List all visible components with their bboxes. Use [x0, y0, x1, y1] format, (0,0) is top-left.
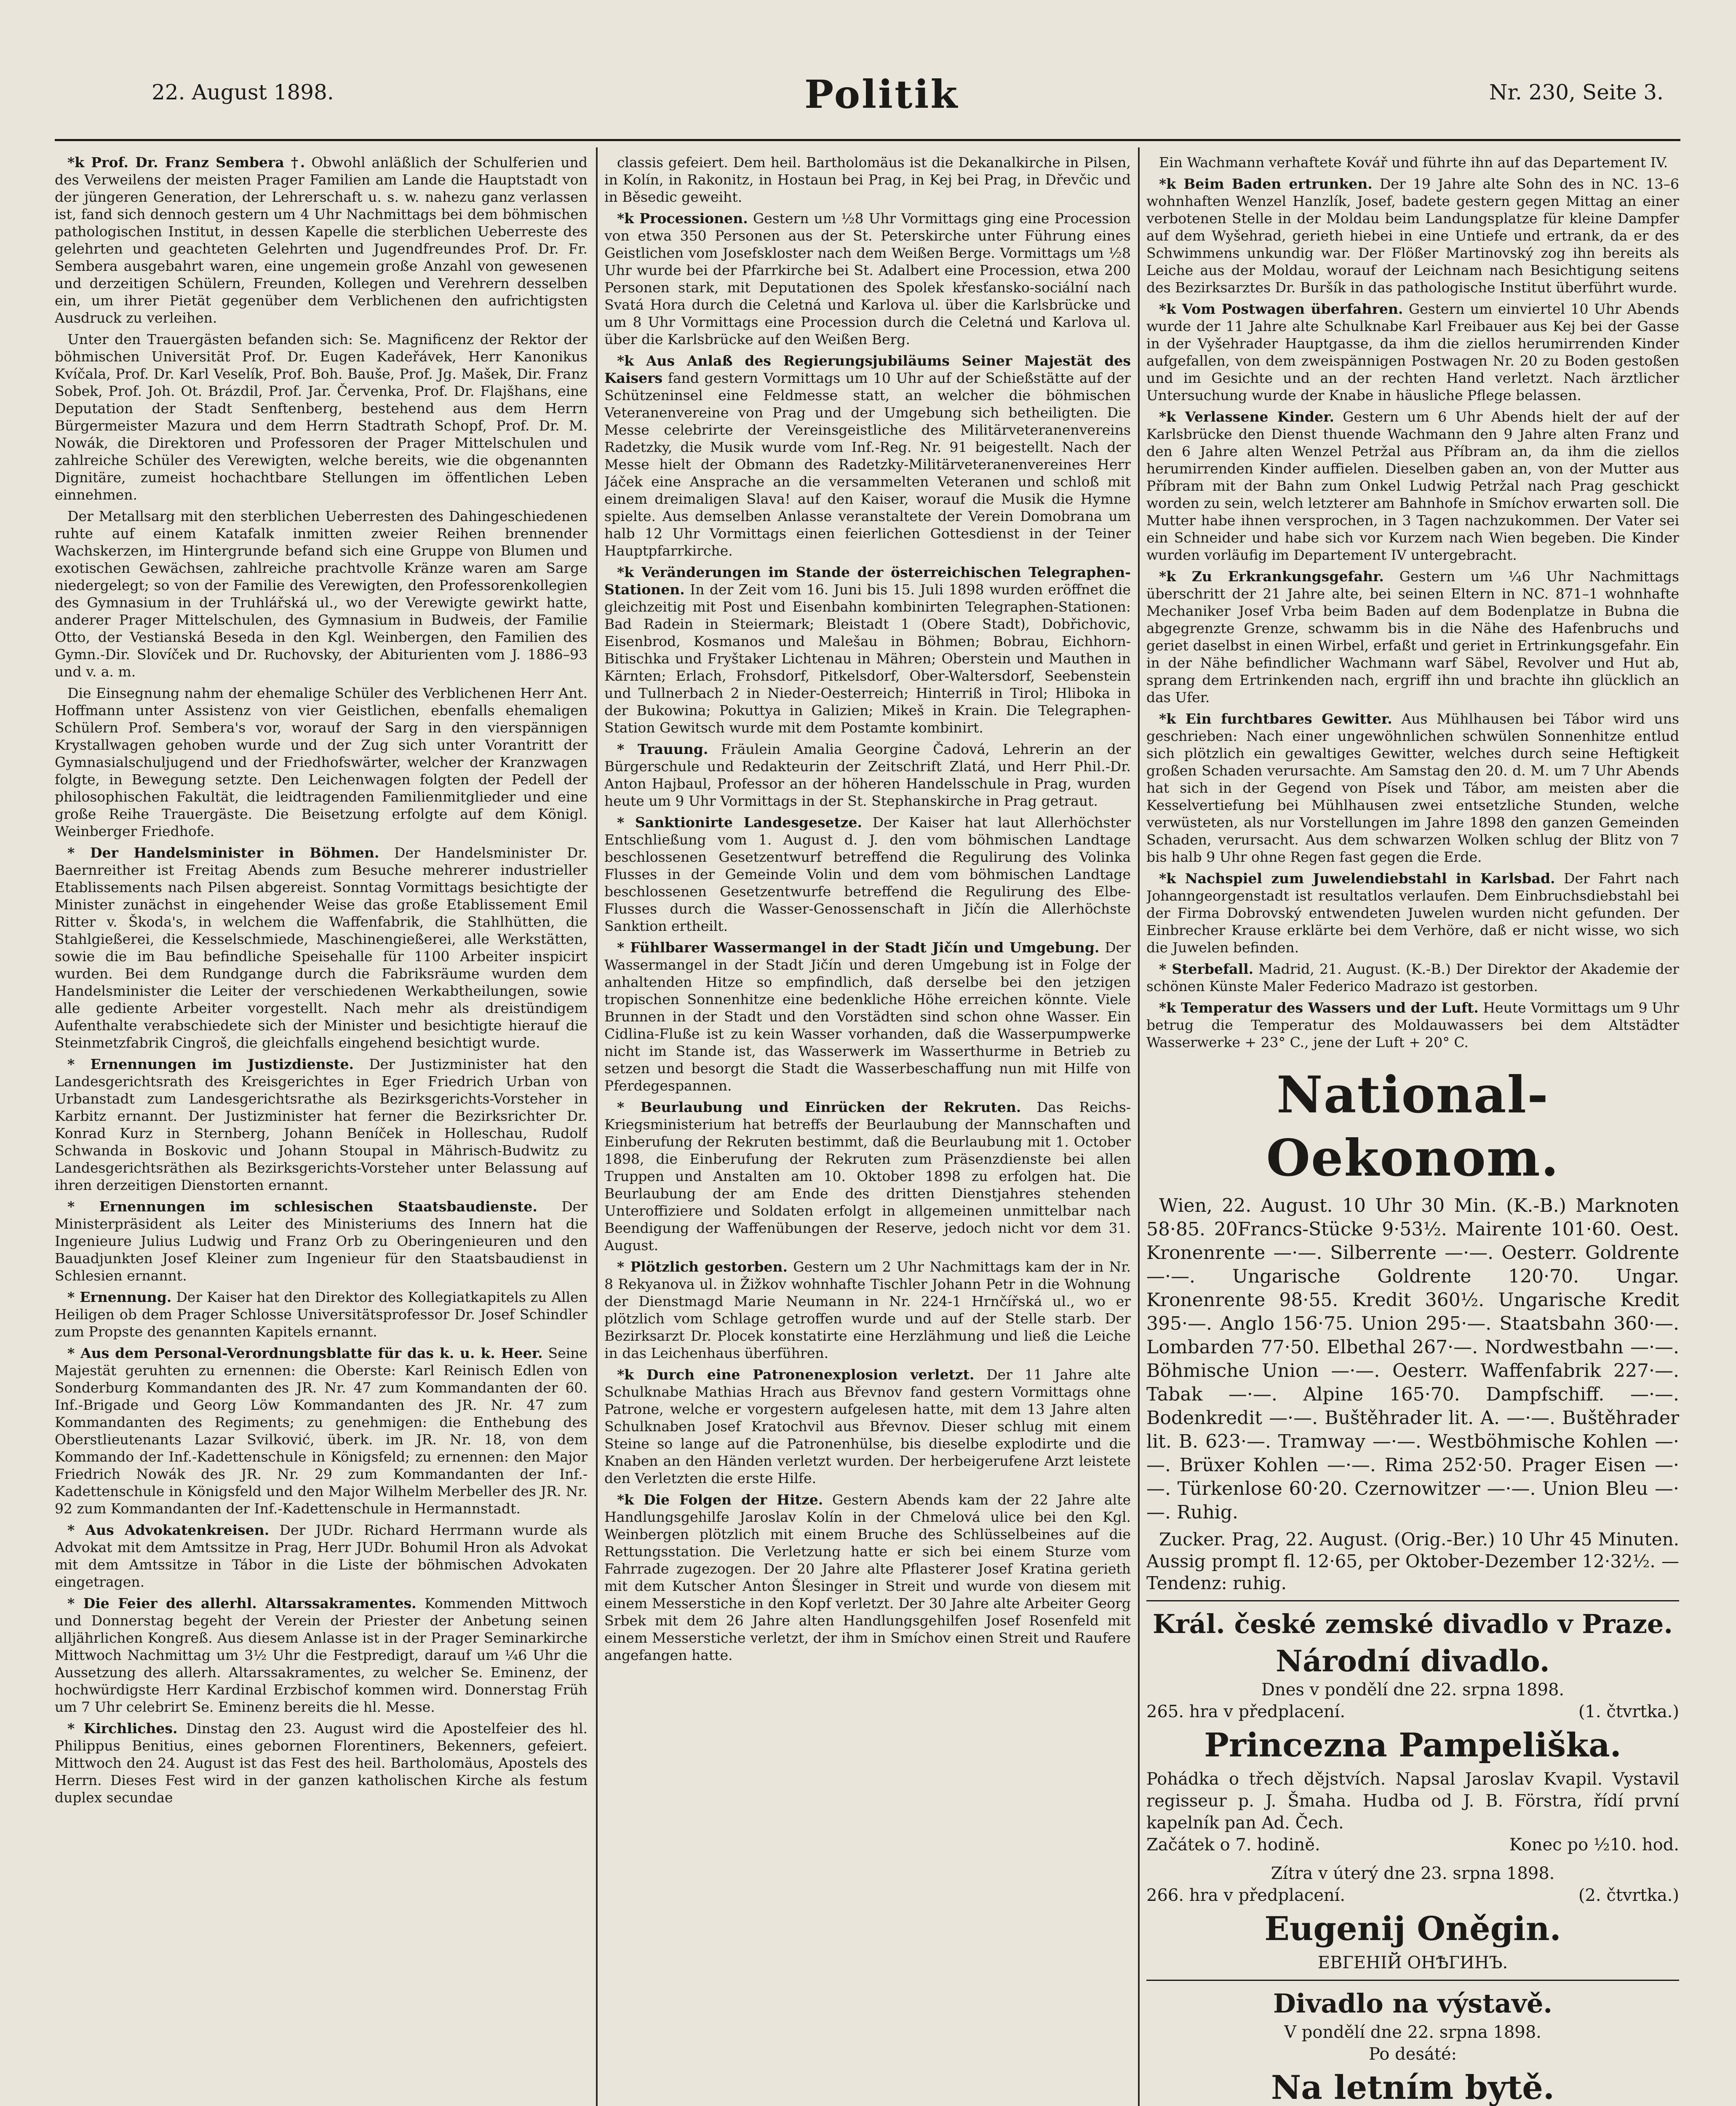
article-heading: *k Zu Erkrankungsgefahr.	[1159, 568, 1384, 585]
article-text: Der Ministerpräsident als Leiter des Ministeriums des Innern hat die Ingenieure Julius Ludwig und Franz Orb zu Oberingenieuren und den Bauadjunkten Josef Kleiner zum Ingenieur für den Staatsbaudienst in Schlesien ernannt.	[55, 1198, 588, 1284]
article-heading: *k Ein furchtbares Gewitter.	[1159, 711, 1392, 727]
article-paragraph	[604, 740, 1131, 810]
theatre-row	[1146, 1701, 1679, 1723]
article-text: In der Zeit vom 16. Juni bis 15. Juli 1898 wurden eröffnet die gleichzeitig mit Post und Eisenbahn kombinirten Telegraphen-Stationen: Bad Radein in Steiermark; Bleistadt 1 (Obere Stadt), Dobřichovic, Eisenbrod, Kosmanos und Malešau in Böhmen; Bobrau, Eichhorn-Bitischka und Fryštaker Lichtenau in Mähren; Oberstein und Mauthen in Kärnten; Erlach, Frohsdorf, Pitkelsdorf, Ober-Waltersdorf, Seebenstein und Tullnerbach 2 in Nieder-Oesterreich; Hinterriß in Tirol; Hliboka in der Bukowina; Pokuttya in Galizien; Mikeš in Krain. Die Telegraphen-Station Gewitsch wurde mit dem Postamte kombinirt.	[604, 581, 1131, 736]
article-heading: *k Veränderungen im Stande der österreichischen Telegraphen-Stationen.	[604, 564, 1131, 598]
article-paragraph	[604, 1491, 1131, 1664]
play-title: Na letním bytě.	[1271, 2069, 1554, 2106]
article-text: Die Einsegnung nahm der ehemalige Schüler des Verblichenen Herr Ant. Hoffmann unter Assistenz von vier Geistlichen, ebenfalls ehemaligen Schülern Prof. Sembera's vor, worauf der Sarg in den vierspännigen Krystallwagen gehoben wurde und der Zug sich unter Vorantritt der Gymnasialschuljugend und der Friedhofswärter, welcher der Kranzwagen folgte, in Bewegung setzte. Den Leichenwagen folgten der Pedell der philosophischen Fakultät, die leidtragenden Familienmitglieder und eine große Reihe Trauergäste. Die Beisetzung erfolgte auf dem Königl. Weinberger Friedhofe.	[55, 685, 588, 839]
play-title: Princezna Pampeliška.	[1204, 1726, 1621, 1764]
play-title: Eugenij Oněgin.	[1264, 1910, 1561, 1948]
article-paragraph	[55, 1344, 588, 1517]
market-report: Wien, 22. August. 10 Uhr 30 Min. (K.-B.) Marknoten 58·85. 20Francs-Stücke 9·53½. Mairente 101·60. Oest. Kronenrente —·—. Silberrente —·—. Oesterr. Goldrente —·—. Ungarische Goldrente 120·70. Ungar. Kronenrente 98·55. Kredit 360½. Ungarische Kredit 395·—. Anglo 156·75. Union 295·—. Staatsbahn 360·—. Lombarden 77·50. Elbethal 267·—. Nordwestbahn —·—. Böhmische Union —·—. Oesterr. Waffenfabrik 227·—. Tabak —·—. Alpine 165·70. Dampfschiff. —·—. Bodenkredit —·—. Buštěhrader lit. A. —·—. Buštěhrader lit. B. 623·—. Tramway —·—. Westböhmische Kohlen —·—. Brüxer Kohlen —·—. Rima 252·50. Prager Eisen —·—. Türkenlose 60·20. Czernowitzer —·—. Union Bleu —·—. Ruhig.	[1146, 1195, 1679, 1523]
sugar-report: Zucker. Prag, 22. August. (Orig.-Ber.) 10 Uhr 45 Minuten. Aussig prompt fl. 12·65, per Oktober-Dezember 12·32½. — Tendenz: ruhig.	[1146, 1529, 1679, 1593]
newspaper-title: Politik	[804, 72, 959, 117]
article-paragraph	[55, 154, 588, 326]
article-paragraph	[604, 1366, 1131, 1487]
separator	[1146, 1980, 1679, 1981]
article-paragraph	[1146, 154, 1679, 171]
article-text: fand gestern Vormittags um 10 Uhr auf der Schießstätte auf der Schützeninsel eine Feldmesse statt, an welcher die böhmischen Veteranenvereine von Prag und der Umgebung sich betheiligten. Die Messe celebrirte der Vereinsgeistliche des Militärveteranenvereins Radetzky, die Musik wurde vom Inf.-Reg. Nr. 91 beigestellt. Nach der Messe hielt der Obmann des Radetzky-Militärveteranenvereines Herr Jáček eine Ansprache an die versammelten Veteranen und schloß mit einem dreimaligen Slava! auf den Kaiser, worauf die Musik die Hymne spielte. Aus demselben Anlasse veranstaltete der Verein Domobrana um halb 12 Uhr Vormittags einen feierlichen Gottesdienst in der Teiner Hauptpfarrkirche.	[604, 370, 1131, 559]
article-text: Madrid, 21. August. (K.-B.) Der Direktor der Akademie der schönen Künste Maler Federico Madrazo ist gestorben.	[1146, 961, 1679, 994]
article-paragraph	[1146, 710, 1679, 866]
article-heading: *k Processionen.	[617, 210, 748, 227]
article-text: Der Kaiser hat den Direktor des Kollegiatkapitels zu Allen Heiligen ob dem Prager Schlosse Universitätsprofessor Dr. Josef Schindler zum Propste des genannten Kapitels ernannt.	[55, 1289, 588, 1340]
row-right: (1. čtvrtka.)	[1578, 1702, 1679, 1721]
article-paragraph	[604, 210, 1131, 348]
issue-number-page: Nr. 230, Seite 3.	[1489, 80, 1664, 104]
article-text: Aus Mühlhausen bei Tábor wird uns geschrieben: Nach einer ungewöhnlichen schwülen Sonnenhitze entlud sich plötzlich ein gewaltiges Gewitter, welches durch seine Heftigkeit großen Schaden verursachte. Am Samstag den 20. d. M. um 7 Uhr Abends hat sich in der Gegend von Písek und Tábor, am meisten aber die Kesselvertiefung bei Mühlhausen zwei entsetzliche Stunden, welche verwüsteten, als nur Vorstellungen im Jahre 1898 den ganzen Gemeinden Schaden, verursacht. Aus dem schwarzen Wolken schlug der Blitz von 7 bis halb 9 Uhr ohne Regen fast gegen die Erde.	[1146, 711, 1679, 865]
article-paragraph	[55, 1056, 588, 1194]
article-paragraph	[1146, 960, 1679, 995]
article-heading: * Sanktionirte Landesgesetze.	[617, 814, 863, 831]
article-paragraph	[604, 1258, 1131, 1362]
article-text: classis gefeiert. Dem heil. Bartholomäus ist die Dekanalkirche in Pilsen, in Kolín, in Rakonitz, in Hostaun bei Prag, in Kej bei Prag, in Dřevčic und in Běsedic geweiht.	[604, 154, 1131, 205]
article-paragraph	[1146, 999, 1679, 1051]
article-paragraph	[55, 1288, 588, 1340]
article-heading: *k Die Folgen der Hitze.	[617, 1491, 823, 1508]
article-text: Der Wassermangel in der Stadt Jičín und deren Umgebung ist in Folge der anhaltenden Hitze so empfindlich, daß derselbe bei den jetzigen tropischen Sonnenhitze eine bedenkliche Höhe erreichen könnte. Viele Brunnen in der Stadt und den Vorstädten sind schon ohne Wasser. Ein Cidlina-Fluße ist zu kein Wasser vorhanden, daß die Wasserpumpwerke nicht im Stande ist, das Wasserwerk im Wasserthurme in Betrieb zu setzen und besorgt die Stadt die Wasserbeschaffung nun mit Hilfe von Pferdegespannen.	[604, 939, 1131, 1094]
separator	[1146, 1600, 1679, 1601]
issue-date: 22. August 1898.	[152, 80, 334, 104]
article-heading: * Plötzlich gestorben.	[617, 1259, 788, 1275]
article-heading: *k Aus Anlaß des Regierungsjubiläums Seiner Majestät des Kaisers	[604, 353, 1131, 386]
article-text: Der 19 Jahre alte Sohn des in NC. 13–6 wohnhaften Wenzel Hanzlík, Josef, badete gestern gegen Mittag an einer verbotenen Stelle in der Moldau beim Landungsplatze für kleine Dampfer auf dem Wyšehrad, gerieth hiebei in eine Untiefe und ertrank, da er des Schwimmens unkundig war. Der Flößer Martinovský zog ihn bereits als Leiche aus der Moldau, worauf der Leichnam nach Besichtigung seitens des Bezirksarztes Dr. Buršík in das pathologische Institut überführt wurde.	[1146, 176, 1679, 296]
economy-section-title: National-Oekonom.	[1266, 1065, 1560, 1188]
theatre-date: Zítra v úterý dne 23. srpna 1898.	[1271, 1864, 1555, 1883]
theatre-heading: Král. české zemské divadlo v Praze.	[1153, 1609, 1673, 1639]
article-heading: *k Temperatur des Wassers und der Luft.	[1159, 1000, 1479, 1016]
theatre-listings	[1146, 1607, 1679, 2106]
article-heading: *k Verlassene Kinder.	[1159, 409, 1334, 425]
article-paragraph	[604, 564, 1131, 736]
row-right: Konec po ½10. hod.	[1509, 1835, 1679, 1855]
article-heading: * Trauung.	[617, 741, 708, 757]
article-text: Gestern um 6 Uhr Abends hielt der auf der Karlsbrücke den Dienst thuende Wachmann den 9 Jahre alten Franz und den 6 Jahre alten Wenzel Petržal aus Příbram an, da ihm die ziellos herumirrenden Kinder auffielen. Dieselben gaben an, von der Mutter aus Příbram mit der Bahn zum Onkel Ludwig Petržal nach Prag geschickt worden zu sein, welch letzterer am Bahnhofe in Smíchov erwarten soll. Die Mutter habe ihnen versprochen, in 3 Tagen nachzukommen. Der Vater sei ein Schneider und habe sich vor Kurzem nach Wien begeben. Die Kinder wurden vorläufig im Departement IV untergebracht.	[1146, 409, 1679, 563]
article-heading: * Der Handelsminister in Böhmen.	[67, 845, 379, 861]
article-text: Seine Majestät geruhten zu ernennen: die Oberste: Karl Reinisch Edlen von Sonderburg Kommandanten des JR. Nr. 47 zum Kommandanten der 60. Inf.-Brigade und Georg Löw Kommandanten des JR. Nr. 47 zum Kommandanten des Regiments; zu genehmigen: die Enthebung des Oberstlieutenants Lazar Svilković, überk. im JR. Nr. 18, von dem Kommando der Inf.-Kadettenschule in Königsfeld; zu ernennen: den Major Friedrich Nowák des JR. Nr. 29 zum Kommandanten der Inf.-Kadettenschule in Königsfeld und den Major Wilhelm Merbeller des JR. Nr. 92 zum Kommandanten der Inf.-Kadettenschule in Hermannstadt.	[55, 1345, 588, 1517]
article-paragraph	[604, 939, 1131, 1094]
article-heading: * Die Feier des allerhl. Altarssakramentes.	[67, 1595, 417, 1612]
article-text: Der Fahrt nach Johanngeorgenstadt ist resultatlos verlaufen. Dem Einbruchsdiebstahl bei der Firma Dobrovský entwendeten Juwelen wurden nicht gefunden. Der Einbrecher Krause erklärte bei dem Verhöre, daß er nicht wisse, wo sich die Juwelen befinden.	[1146, 870, 1679, 956]
theatre-heading: Divadlo na výstavě.	[1273, 1988, 1553, 2019]
column-1	[55, 154, 588, 2106]
article-paragraph	[1146, 300, 1679, 404]
article-heading: *k Prof. Dr. Franz Sembera †.	[67, 154, 305, 171]
article-heading: *k Vom Postwagen überfahren.	[1159, 301, 1403, 317]
newspaper-page	[55, 63, 1680, 2106]
article-text: Dinstag den 23. August wird die Apostelfeier des hl. Philippus Benitius, eines gebornen Florentiners, Bekenners, gefeiert. Mittwoch den 24. August ist das Fest des heil. Bartholomäus, Apostels des Herrn. Dieses Fest wird in der ganzen katholischen Kirche als festum duplex secundae	[55, 1720, 588, 1806]
masthead	[55, 63, 1680, 135]
article-heading: * Aus dem Personal-Verordnungsblatte für das k. u. k. Heer.	[67, 1345, 543, 1361]
theatre-date: V pondělí dne 22. srpna 1898.	[1284, 2023, 1541, 2042]
article-paragraph	[1146, 568, 1679, 706]
article-text: Unter den Trauergästen befanden sich: Se. Magnificenz der Rektor der böhmischen Universität Prof. Dr. Eugen Kadeřávek, Herr Kanonikus Kvíčala, Prof. Dr. Karl Veselík, Prof. Boh. Bauše, Prof. Jg. Mašek, Dir. Franz Sobek, Prof. Joh. Ot. Brázdil, Prof. Jar. Červenka, Prof. Dr. Flajšhans, eine Deputation der Stadt Senftenberg, bestehend aus dem Herrn Bürgermeister Mazura und dem Herrn Stadtrath Schopf, Prof. Dr. M. Nowák, die Direktoren und Professoren der Prager Mittelschulen und zahlreiche Schüler des Verewigten, welche bereits, wie die obgenannten Dignitäre, zumeist hochachtbare Stellungen im öffentlichen Leben einnehmen.	[55, 331, 588, 503]
article-text: Heute Vormittags um 9 Uhr betrug die Temperatur des Moldauwassers bei dem Altstädter Wasserwerke + 23° C., jene der Luft + 20° C.	[1146, 1000, 1679, 1050]
row-right: (2. čtvrtka.)	[1578, 1886, 1679, 1905]
column-3-articles	[1146, 154, 1679, 1051]
row-left: Začátek o 7. hodině.	[1146, 1835, 1320, 1855]
article-paragraph	[55, 1720, 588, 1806]
theatre-row	[1146, 1834, 1679, 1856]
article-paragraph	[1146, 408, 1679, 564]
column-3	[1146, 154, 1679, 2106]
column-2	[604, 154, 1131, 2106]
article-heading: *k Nachspiel zum Juwelendiebstahl in Karlsbad.	[1159, 870, 1555, 887]
article-paragraph	[55, 844, 588, 1051]
article-paragraph	[604, 352, 1131, 559]
article-heading: * Beurlaubung und Einrücken der Rekruten.	[617, 1099, 1021, 1115]
article-heading: *k Beim Baden ertrunken.	[1159, 176, 1373, 192]
article-text: Gestern um ¼6 Uhr Nachmittags überschritt der 21 Jahre alte, bei seinen Eltern in NC. 871–1 wohnhafte Mechaniker Josef Vrba beim Baden auf dem Bodenplatze in Bubna die abgegrenzte Grenze, schwamm bis in die Nähe des Hafenbruchs und geriet daselbst in einen Wirbel, erfaßt und geriet in Ertrinkungsgefahr. Ein in der Nähe befindlicher Wachmann warf Säbel, Revolver und Hut ab, sprang dem Ertrinkenden nach, ergriff ihn und brachte ihn glücklich an das Ufer.	[1146, 568, 1679, 706]
article-paragraph	[1146, 175, 1679, 296]
article-text: Obwohl anläßlich der Schulferien und des Verweilens der meisten Prager Familien am Lande die Hauptstadt von der jüngeren Generation, der Lehrerschaft u. s. w. nahezu ganz verlassen ist, fand sich dennoch gestern um 4 Uhr Nachmittags bei dem böhmischen pathologischen Institut, in dessen Kapelle die sterblichen Ueberreste des gelehrten und geachteten Gelehrten und Jugendfreundes Prof. Dr. Fr. Sembera ausgebahrt waren, eine ungemein große Anzahl von gewesenen und derzeitigen Schülern, Freunden, Kollegen und Verehrern desselben ein, um ihrer Pietät gegenüber dem Verblichenen den aufrichtigsten Ausdruck zu verleihen.	[55, 154, 588, 326]
article-heading: * Ernennungen im Justizdienste.	[67, 1056, 354, 1072]
article-text: Der Kaiser hat laut Allerhöchster Entschließung vom 1. August d. J. den vom böhmischen Landtage beschlossenen Gesetzentwurf betreffend die Regulirung des Volinka Flusses in der Gemeinde Volin und dem vom böhmischen Landtage beschlossenen Gesetzentwurfe betreffend die Regulirung des Elbe-Flusses durch die Wasser-Genossenschaft in Jičín die Allerhöchste Sanktion ertheilt.	[604, 814, 1131, 934]
article-paragraph	[604, 814, 1131, 935]
row-left: 265. hra v předplacení.	[1146, 1702, 1346, 1721]
article-text: Gestern um ½8 Uhr Vormittags ging eine Procession von etwa 350 Personen aus der St. Peterskirche unter Führung eines Geistlichen vom Josefskloster nach dem Weißen Berge. Vormittags um ½8 Uhr wurde bei der Pfarrkirche bei St. Adalbert eine Procession, etwa 200 Personen stark, mit Deputationen des Spolek křesťansko-sociální nach Svatá Hora durch die Celetná und Karlova ul. über die Karlsbrücke und um 8 Uhr Vormittags eine Procession durch die Celetná und Karlova ul. über die Karlsbrücke auf den Weißen Berg.	[604, 210, 1131, 347]
article-text: Das Reichs-Kriegsministerium hat betreffs der Beurlaubung der Mannschaften und Einberufung der Rekruten bestimmt, daß die Beurlaubung mit 1. October 1898, die Einberufung der Rekruten zum Präsenzdienste bei allen Truppen und Anstalten am 10. Oktober 1898 zu erfolgen hat. Die Beurlaubung der am Ende des dritten Dienstjahres stehenden Unteroffiziere und Soldaten erfolgt in allgemeinen unmittelbar nach Beendigung der Waffenübungen der Reserve, jedoch nicht vor dem 31. August.	[604, 1099, 1131, 1253]
article-heading: * Ernennung.	[67, 1289, 172, 1305]
article-text: Gestern um einviertel 10 Uhr Abends wurde der 11 Jahre alte Schulknabe Karl Freibauer aus Kej bei der Gasse in der Vyšehrader Hauptgasse, da ihm die ziellos herumirrenden Kinder aufgefallen, von dem zweispännigen Postwagen Nr. 20 zu Boden gestoßen und im Gesichte und an der rechten Hand verletzt. Nach ärztlicher Untersuchung wurde der Knabe in häusliche Pflege belassen.	[1146, 301, 1679, 404]
article-text: Der JUDr. Richard Herrmann wurde als Advokat mit dem Amtssitze in Prag, Herr JUDr. Bohumil Hron als Advokat mit dem Amtssitze in Tábor in die Liste der böhmischen Advokaten eingetragen.	[55, 1522, 588, 1590]
article-heading: * Sterbefall.	[1159, 961, 1254, 977]
article-paragraph	[55, 331, 588, 503]
article-text: Der 11 Jahre alte Schulknabe Mathias Hrach aus Břevnov fand gestern Vormittags ohne Patrone, welche er vorgestern aufgelesen hatte, mit dem 13 Jahre alten Schulknaben Josef Kratochvil aus Břevnov. Dieser schlug mit einem Steine so lange auf die Patronenhülse, bis dieselbe explodirte und die Knaben an den Händen verletzt wurden. Der herbeigerufene Arzt leistete den Verletzten die erste Hilfe.	[604, 1366, 1131, 1486]
article-paragraph	[55, 1595, 588, 1716]
article-paragraph	[55, 1521, 588, 1590]
article-heading: * Fühlbarer Wassermangel in der Stadt Jičín und Umgebung.	[617, 939, 1100, 956]
play-subtitle: ЕВГЕНІЙ ОНѢГИНЪ.	[1317, 1953, 1508, 1972]
article-text: Gestern Abends kam der 22 Jahre alte Handlungsgehilfe Jaroslav Kolín in der Chmelová ulice bei den Kgl. Weinbergen plötzlich mit einem Bruche des Schlüsselbeines auf die Rettungsstation. Die Verletzung hatte er sich bei einem Sturze vom Fahrrade zugezogen. Der 20 Jahre alte Pflasterer Josef Kratina gerieth mit dem Kutscher Anton Šlesinger in Streit und wurde von diesem mit einem Messerstiche in den Kopf verletzt. Der 30 Jahre alte Arbeiter Georg Srbek mit dem 26 Jahre alten Handlungsgehilfen Josef Rosenfeld mit einem Messerstiche verletzt, der ihm in Smíchov einen Streit und Raufere angefangen hatte.	[604, 1491, 1131, 1663]
article-paragraph	[55, 1198, 588, 1284]
column-divider	[596, 147, 598, 2106]
column-divider	[1138, 147, 1140, 2106]
article-paragraph	[604, 154, 1131, 206]
play-description: Pohádka o třech dějstvích. Napsal Jaroslav Kvapil. Vystavil regisseur p. J. Šmaha. Hudba od J. B. Förstra, řídí první kapelník pan Ad. Čech.	[1146, 1769, 1679, 1833]
article-text: Der Handelsminister Dr. Baernreither ist Freitag Abends zum Besuche mehrerer industrieller Etablissements nach Pilsen abgereist. Sonntag Vormittags besichtigte der Minister zunächst in eingehender Weise das große Etablissement Emil Ritter v. Škoda's, in welchem die Waffenfabrik, die Stahlhütten, die Stahlgießerei, die Kesselschmiede, Maschinengießerei, alle Werkstätten, sowie die im Bau befindliche Speisehalle für 1100 Arbeiter inspicirt wurden. Bei dem Rundgange durch die Fabriksräume wurden dem Handelsminister die Leiter der verschiedenen Werkabtheilungen, sowie alle gediente Arbeiter vorgestellt. Nach mehr als dreistündigem Aufenthalte verabschiedete sich der Minister und besichtigte hierauf die Steinmetzfabrik Cingroš, die gleichfalls eingehend besichtigt wurde.	[55, 845, 588, 1051]
article-text: Kommenden Mittwoch und Donnerstag begeht der Verein der Priester der Anbetung seinen alljährlichen Kongreß. Aus diesem Anlasse ist in der Prager Seminarkirche Mittwoch Nachmittag um 3½ Uhr die Festpredigt, darauf um ¼6 Uhr die Aussetzung des allerh. Altarssakramentes, zu welcher Se. Eminenz, der hochwürdigste Herr Kardinal Erzbischof kommen wird. Donnerstag Früh um 7 Uhr celebrirt Se. Eminenz bereits die hl. Messe.	[55, 1595, 588, 1715]
article-text: Der Justizminister hat den Landesgerichtsrath des Kreisgerichtes in Eger Friedrich Urban von Urbanstadt zum Landesgerichtsrathe als Bezirksgerichts-Vorsteher in Karbitz ernannt. Der Justizminister hat ferner die Bezirksrichter Dr. Konrad Kurz in Sternberg, Johann Beníček in Holleschau, Rudolf Schwanda in Boskovic und Johann Stoupal in Mährisch-Budwitz zu Landesgerichtsräthen als Bezirksgerichts-Vorsteher unter Belassung auf ihren derzeitigen Dienstorten ernannt.	[55, 1056, 588, 1193]
article-text: Fräulein Amalia Georgine Čadová, Lehrerin an der Bürgerschule und Redakteurin der Zeitschrift Zlatá, und Herr Phil.-Dr. Anton Hajbaul, Professor an der höheren Handelsschule in Prag, wurden heute um 9 Uhr Vormittags in der St. Stephanskirche in Prag getraut.	[604, 741, 1131, 809]
article-text: Ein Wachmann verhaftete Kovář und führte ihn auf das Departement IV.	[1159, 154, 1668, 171]
article-paragraph	[55, 508, 588, 680]
article-heading: * Kirchliches.	[67, 1720, 178, 1737]
article-text: Gestern um 2 Uhr Nachmittags kam der in Nr. 8 Rekyanova ul. in Žižkov wohnhafte Tischler Johann Petr in die Wohnung der Dienstmagd Marie Neumann in Nr. 224-1 Hrnčířská ul., wo er plötzlich vom Schlage getroffen wurde und auf der Stelle starb. Der Bezirksarzt Dr. Plocek konstatirte eine Herzlähmung und ließ die Leiche in das Leichenhaus überführen.	[604, 1259, 1131, 1361]
article-paragraph	[604, 1098, 1131, 1254]
article-paragraph	[55, 684, 588, 840]
theatre-row	[1146, 1884, 1679, 1906]
masthead-rule	[55, 139, 1680, 141]
row-left: 266. hra v předplacení.	[1146, 1886, 1346, 1905]
article-heading: * Aus Advokatenkreisen.	[67, 1522, 270, 1538]
article-paragraph	[1146, 870, 1679, 956]
theatre-subheading: Národní divadlo.	[1276, 1644, 1550, 1678]
article-heading: * Ernennungen im schlesischen Staatsbaudienste.	[67, 1198, 537, 1215]
article-heading: *k Durch eine Patronenexplosion verletzt.	[617, 1366, 975, 1383]
theatre-date: Dnes v pondělí dne 22. srpna 1898.	[1261, 1680, 1565, 1700]
theatre-note: Po desáté:	[1369, 2045, 1457, 2064]
article-text: Der Metallsarg mit den sterblichen Ueberresten des Dahingeschiedenen ruhte auf einem Katafalk inmitten zweier Reihen brennender Wachskerzen, im Hintergrunde befand sich eine Gruppe von Blumen und exotischen Gewächsen, zahlreiche prachtvolle Kränze waren am Sarge niedergelegt; so von der Familie des Verewigten, den Professorenkollegien des Gymnasium in der Truhlářská ul., wo der Verewigte gewirkt hatte, anderer Prager Mittelschulen, des Gymnasium in Budweis, der Familie Otto, der Vestianská Beseda in den Kgl. Weinbergen, den Familien des Gymn.-Dir. Slovíček und Dr. Ruchovsky, der Abiturienten vom J. 1886–93 und v. a. m.	[55, 508, 588, 680]
